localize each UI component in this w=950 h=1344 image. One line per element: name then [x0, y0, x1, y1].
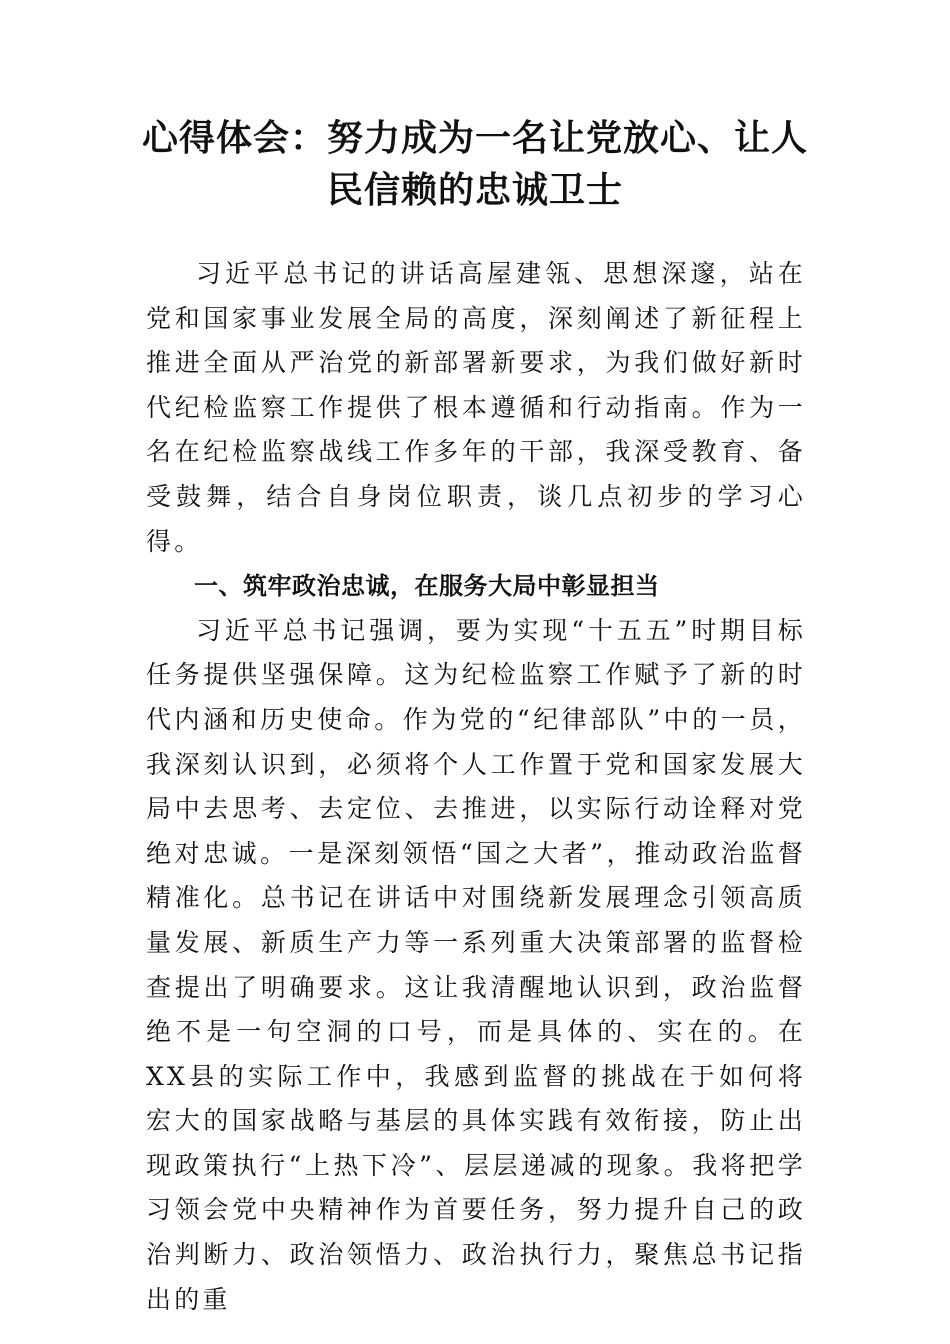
- title-line-1: 心得体会：努力成为一名让党放心、让人: [141, 117, 808, 159]
- document-body: [146, 252, 806, 1322]
- section-heading-1: 一、筑牢政治忠诚，在服务大局中彰显担当: [194, 572, 660, 601]
- title-line-2: 民信赖的忠诚卫士: [326, 169, 623, 211]
- section-1-paragraph: 习近平总书记强调，要为实现“十五五”时期目标任务提供坚强保障。这为纪检监察工作赋予了新的时代内涵和历史使命。作为党的“纪律部队”中的一员，我深刻认识到，必须将个人工作置于党和国家发展大局中去思考、去定位、去推进，以实际行动诠释对党绝对忠诚。一是深刻领悟“国之大者”，推动政治监督精准化。总书记在讲话中对围绕新发展理念引领高质量发展、新质生产力等一系列重大决策部署的监督检查提出了明确要求。这让我清醒地认识到，政治监督绝不是一句空洞的口号，而是具体的、实在的。在XX县的实际工作中，我感到监督的挑战在于如何将宏大的国家战略与基层的具体实践有效衔接，防止出现政策执行“上热下冷”、层层递减的现象。我将把学习领会党中央精神作为首要任务，努力提升自己的政治判断力、政治领悟力、政治执行力，聚焦总书记指出的重: [146, 615, 806, 1314]
- document-title: [130, 112, 820, 216]
- intro-paragraph: 习近平总书记的讲话高屋建瓴、思想深邃，站在党和国家事业发展全局的高度，深刻阐述了新征程上推进全面从严治党的新部署新要求，为我们做好新时代纪检监察工作提供了根本遵循和行动指南。作为一名在纪检监察战线工作多年的干部，我深受教育、备受鼓舞，结合自身岗位职责，谈几点初步的学习心得。: [146, 259, 806, 556]
